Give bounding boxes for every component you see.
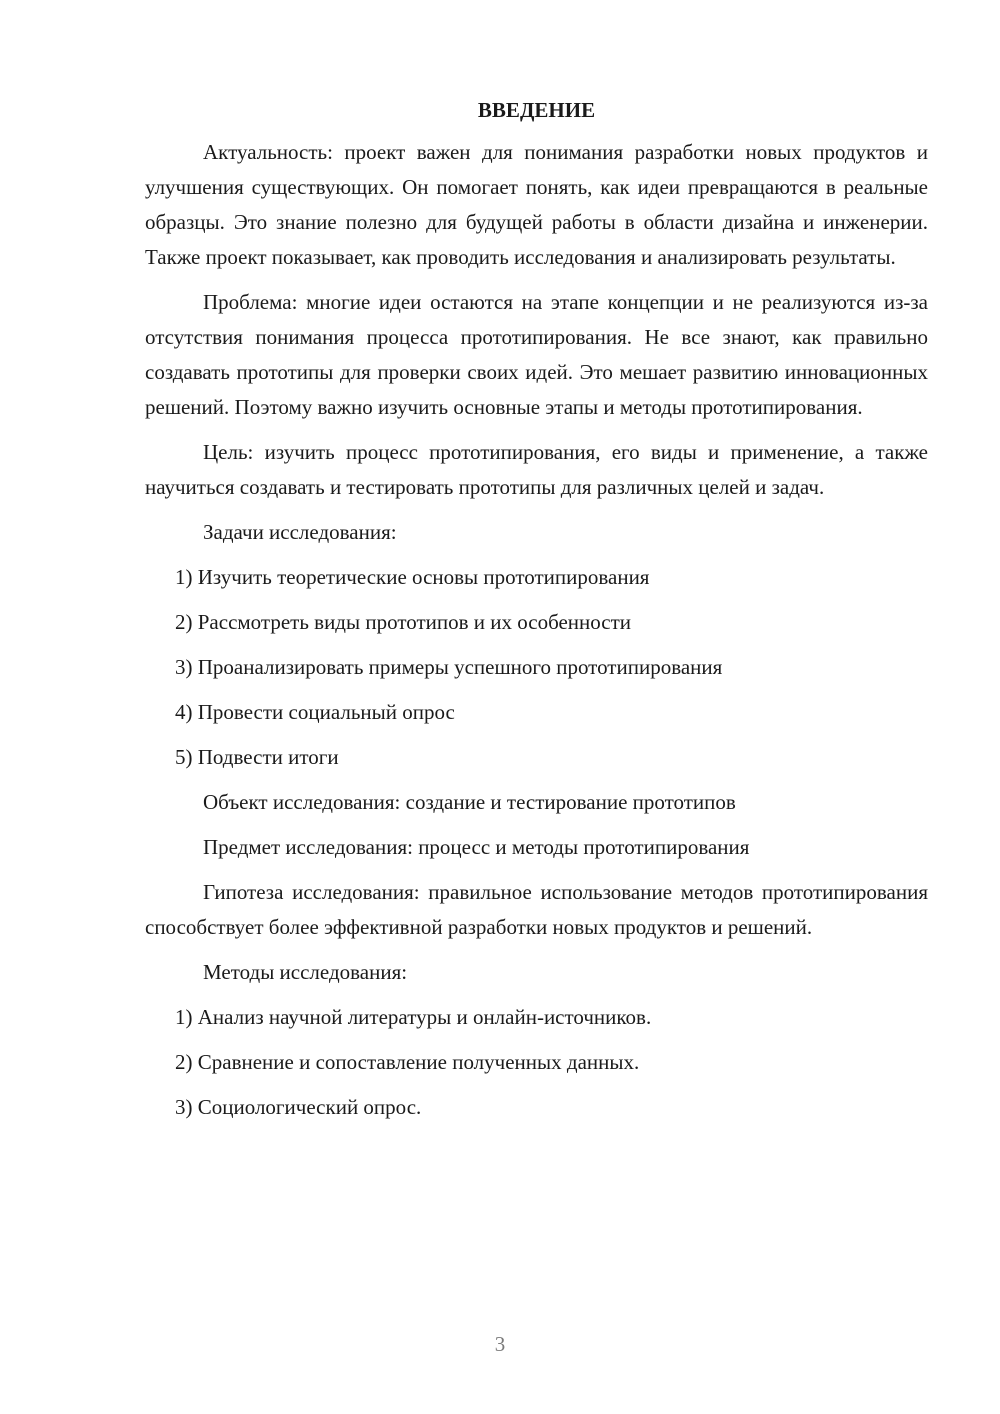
research-subject: Предмет исследования: процесс и методы прототипирования xyxy=(203,835,750,859)
list-item: 5) Подвести итоги xyxy=(175,745,339,769)
problem-paragraph: Проблема: многие идеи остаются на этапе концепции и не реализуются из-за отсутствия понимания процесса прототипирования. Не все знают, как правильно создавать прототипы для проверки своих идей. Это мешает развитию инновационных решений. Поэтому важно изучить основные этапы и методы прототипирования. xyxy=(145,290,928,419)
tasks-list xyxy=(145,560,928,775)
document-page xyxy=(145,95,928,1135)
list-item: 2) Сравнение и сопоставление полученных данных. xyxy=(175,1050,640,1074)
page-number: 3 xyxy=(494,1332,506,1356)
research-object: Объект исследования: создание и тестирование прототипов xyxy=(203,790,736,814)
relevance-paragraph: Актуальность: проект важен для понимания разработки новых продуктов и улучшения существующих. Он помогает понять, как идеи превращаются в реальные образцы. Это знание полезно для будущей работы в области дизайна и инженерии. Также проект показывает, как проводить исследования и анализировать результаты. xyxy=(145,140,928,269)
list-item: 1) Анализ научной литературы и онлайн-источников. xyxy=(175,1005,652,1029)
goal-paragraph: Цель: изучить процесс прототипирования, его виды и применение, а также научиться создавать и тестировать прототипы для различных целей и задач. xyxy=(145,440,928,499)
methods-list xyxy=(145,1000,928,1125)
list-item: 2) Рассмотреть виды прототипов и их особенности xyxy=(175,610,632,634)
hypothesis-paragraph: Гипотеза исследования: правильное использование методов прототипирования способствует более эффективной разработки новых продуктов и решений. xyxy=(145,880,928,939)
section-heading: ВВЕДЕНИЕ xyxy=(477,98,596,122)
tasks-title: Задачи исследования: xyxy=(203,520,397,544)
methods-title: Методы исследования: xyxy=(203,960,408,984)
list-item: 3) Социологический опрос. xyxy=(175,1095,422,1119)
list-item: 1) Изучить теоретические основы прототипирования xyxy=(175,565,650,589)
list-item: 3) Проанализировать примеры успешного прототипирования xyxy=(175,655,723,679)
list-item: 4) Провести социальный опрос xyxy=(175,700,455,724)
